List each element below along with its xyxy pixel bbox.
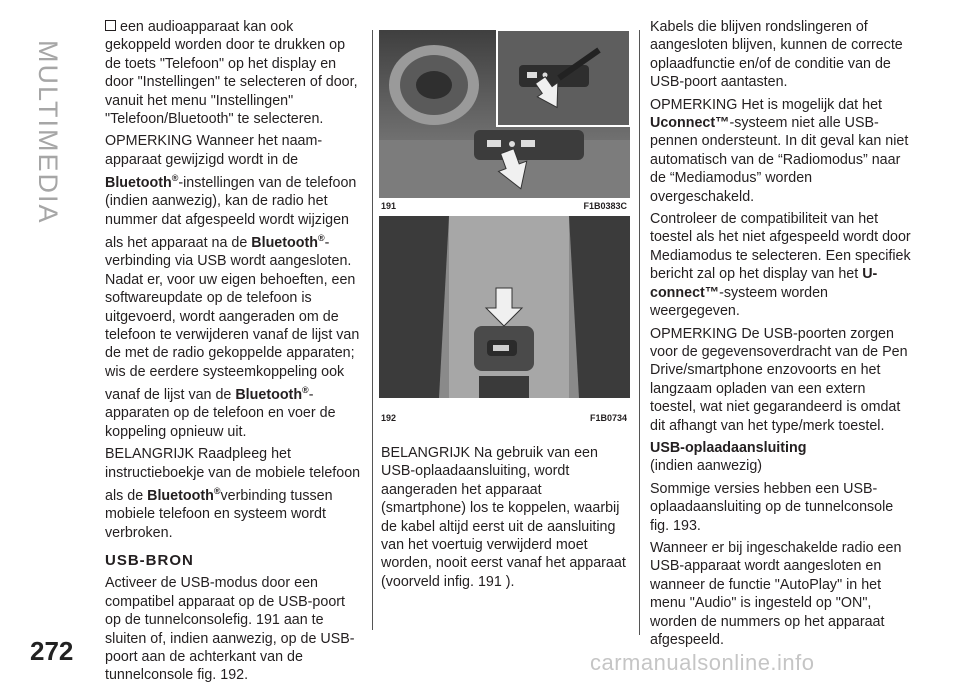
note-icon (105, 20, 116, 31)
paragraph: OPMERKING Het is mogelijk dat het Uconnect™-systeem niet alle USB-pennen ondersteunt. In dit geval kan niet automatisch van de “Radiomodus” naar de “Mediamodus” worden overgeschakeld. (650, 96, 909, 205)
paragraph: BELANGRIJK Na gebruik van een USB-oplaadaansluiting, wordt aangeraden het apparaat (smartphone) los te koppelen, waarbij de kabel altijd eerst uit de aansluiting van het voertuig verwijderd moet worden, nooit eerst vanaf het apparaat (voorveld infig. 191 ). (381, 445, 626, 590)
subheading-note: (indien aanwezig) (650, 458, 763, 475)
paragraph: Controleer de compatibiliteit van het toestel als het niet afgespeeld wordt door Mediamodus te selecteren. Een specifiek bericht zal op het display van het U-connect™-systeem worden weergegeven. (650, 211, 911, 320)
section-heading: USB-BRON (105, 552, 194, 570)
column-left (105, 18, 363, 689)
paragraph: Sommige versies hebben een USB-oplaadaansluiting op de tunnelconsole fig. 193. (650, 480, 894, 534)
paragraph: een audioapparaat kan ook gekoppeld worden door te drukken op de toets "Telefoon" op het display en door "Instellingen" te selecteren of door, vanuit het menu "Instellingen" "Telefoon/Bluetooth" te selecteren. (105, 19, 358, 128)
paragraph: Kabels die blijven rondslingeren of aangesloten blijven, kunnen de correcte oplaadfunctie en/of de conditie van de USB-poort aantasten. (650, 19, 903, 91)
sidebar-tab (26, 40, 66, 225)
subsection-heading: USB-oplaadaansluiting (650, 439, 807, 456)
section-label: MULTIMEDIA (33, 40, 63, 225)
column-divider (372, 30, 373, 630)
paragraph: OPMERKING De USB-poorten zorgen voor de gegevensoverdracht van de Pen Drive/smartphone enzovoorts en het langzaam opladen van een extern toestel, wat niet gegarandeerd is omdat dit afhangt van het type/merk toestel. (650, 325, 908, 434)
usb-ports-photo (379, 30, 630, 198)
watermark: carmanualsonline.info (590, 650, 815, 675)
paragraph: Wanneer er bij ingeschakelde radio een USB-apparaat wordt aangesloten en wanneer de functie "AutoPlay" in het menu "Audio" is ingesteld op "ON", worden de nummers op het apparaat afgespeeld. (650, 539, 902, 648)
figure-192 (379, 216, 630, 398)
column-divider (639, 30, 640, 635)
paragraph: Activeer de USB-modus door een compatibel apparaat op de USB-poort op de tunnelconsolefig. 191 aan te sluiten of, indien aanwezig, op de USB-poort aan de achterkant van de tunnelconsole fig. 192. (105, 575, 355, 684)
paragraph: OPMERKING Wanneer het naam-apparaat gewijzigd wordt in de Bluetooth®-instellingen van de telefoon (indien aanwezig), kan de radio het nummer dat afgespeeld wordt wijzigen als het apparaat na de Bluetooth®-verbinding via USB wordt aangesloten. Nadat er, voor uw eigen behoeften, een softwareupdate op de telefoon is uitgevoerd, wordt aangeraden om de telefoon te verwijderen vanaf de lijst van de met de radio gekoppelde apparaten; wis de eerdere systeemkoppeling ook vanaf de lijst van de Bluetooth®-apparaten op de telefoon en voer de koppeling opnieuw uit. (105, 133, 360, 440)
column-right (650, 18, 915, 653)
figure-191 (379, 30, 630, 198)
page-number: 272 (30, 636, 74, 666)
column-middle (381, 444, 629, 595)
paragraph: BELANGRIJK Raadpleeg het instructieboekje van de mobiele telefoon als de Bluetooth®verbinding tussen mobiele telefoon en systeem wordt verbroken. (105, 446, 361, 541)
rear-usb-photo (379, 216, 630, 398)
